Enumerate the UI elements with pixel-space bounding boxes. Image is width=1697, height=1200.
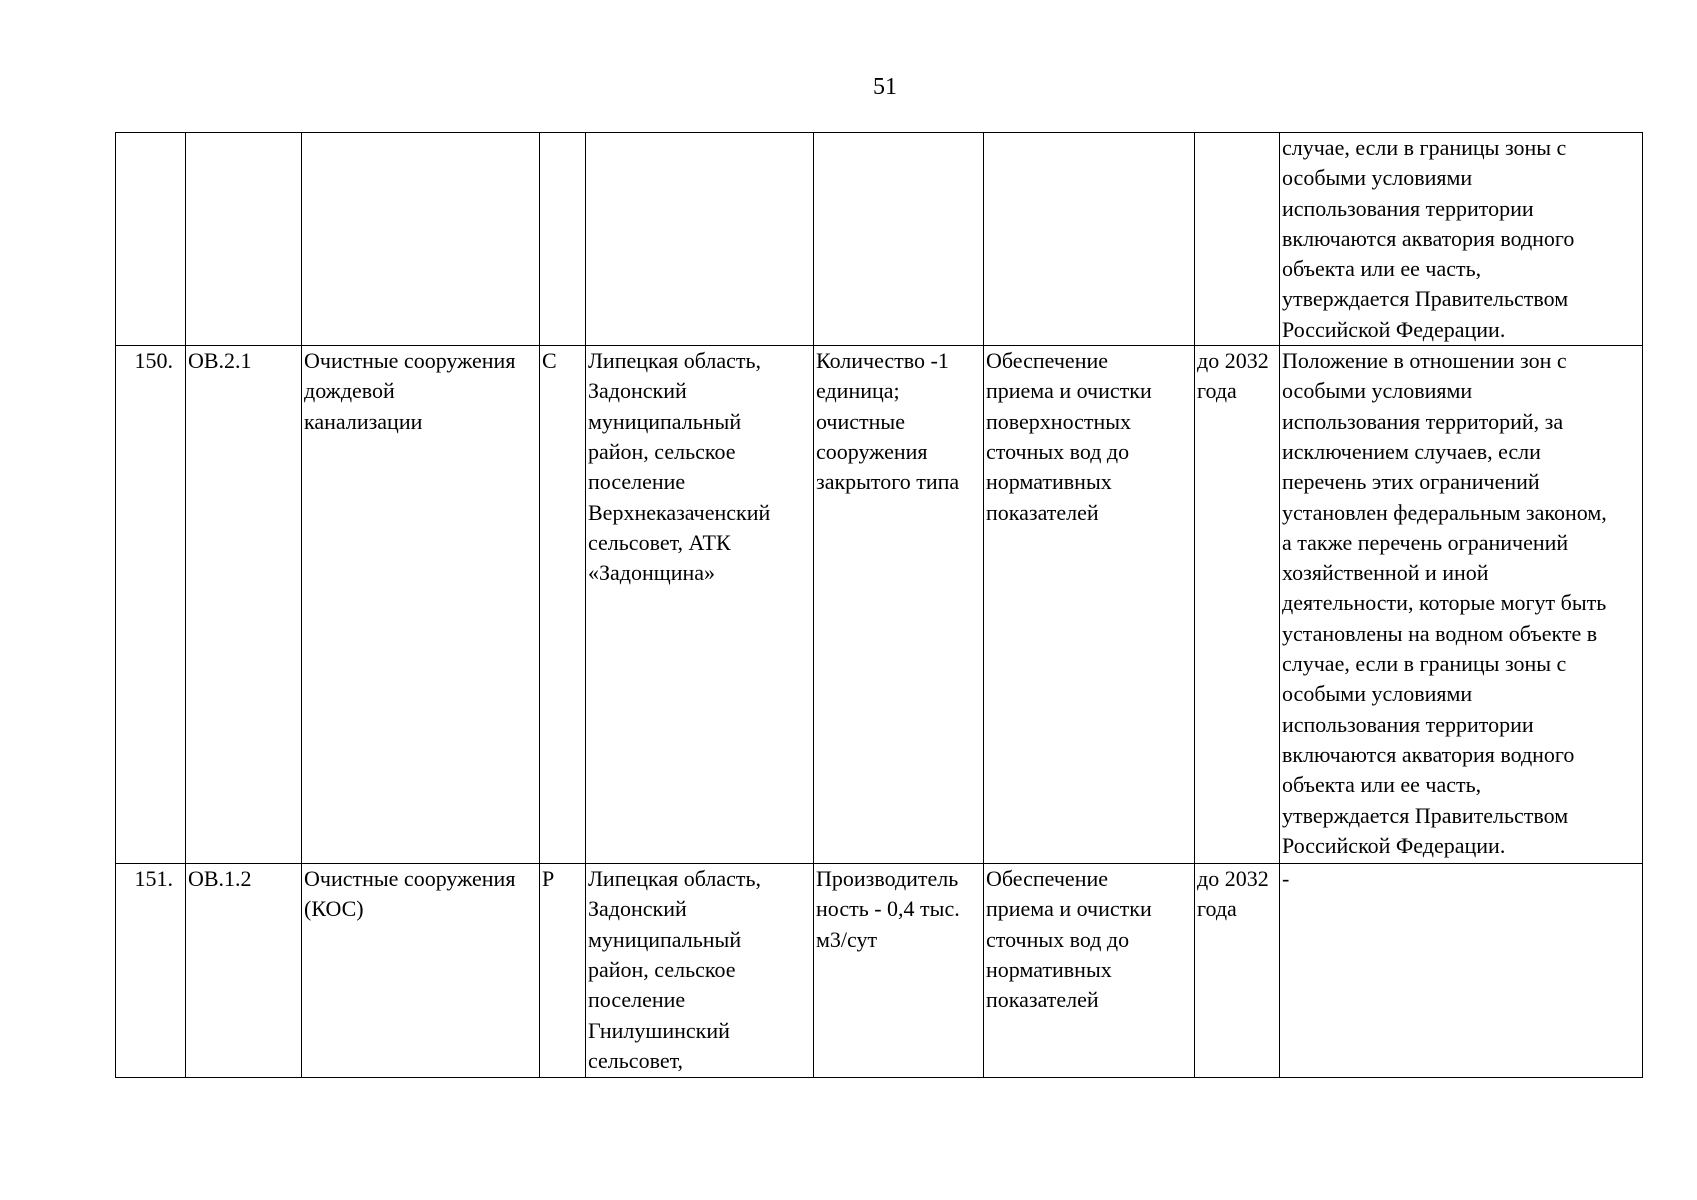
- object-name: Очистные сооружения дождевой канализации: [302, 346, 540, 864]
- object-restrictions: Положение в отношении зон с особыми условиями использования территорий, за исключением случаев, если перечень этих ограничений установлен федеральным законом, а также перечень ограничений хозяйственной и иной деятельности, которые могут быть установлены на водном объекте в случае, если в границы зоны с особыми условиями использования территории включаются акватория водного объекта или ее часть, утверждается Правительством Российской Федерации.: [1280, 346, 1643, 864]
- object-purpose: Обеспечение приема и очистки поверхностных сточных вод до нормативных показателей: [984, 346, 1195, 864]
- row-number: 151.: [116, 864, 186, 1078]
- object-restrictions: -: [1280, 864, 1643, 1078]
- row-number: [116, 133, 186, 346]
- table-row: [116, 133, 1643, 346]
- object-code: ОВ.2.1: [186, 346, 302, 864]
- object-deadline: до 2032 года: [1195, 864, 1280, 1078]
- object-characteristics: Количество -1 единица; очистные сооружения закрытого типа: [814, 346, 984, 864]
- object-characteristics: Производитель ность - 0,4 тыс. м3/сут: [814, 864, 984, 1078]
- row-number: 150.: [116, 346, 186, 864]
- object-status: С: [540, 346, 586, 864]
- page-number: 51: [873, 74, 897, 100]
- object-code: ОВ.1.2: [186, 864, 302, 1078]
- table-row: [116, 346, 1643, 864]
- table-row: [116, 864, 1643, 1078]
- object-name: [302, 133, 540, 346]
- object-restrictions: случае, если в границы зоны с особыми условиями использования территории включаются акватория водного объекта или ее часть, утверждается Правительством Российской Федерации.: [1280, 133, 1643, 346]
- object-status: Р: [540, 864, 586, 1078]
- object-deadline: [1195, 133, 1280, 346]
- object-purpose: Обеспечение приема и очистки сточных вод до нормативных показателей: [984, 864, 1195, 1078]
- object-characteristics: [814, 133, 984, 346]
- object-purpose: [984, 133, 1195, 346]
- object-location: Липецкая область, Задонский муниципальный район, сельское поселение Верхнеказаченский сельсовет, АТК «Задонщина»: [586, 346, 814, 864]
- object-location: Липецкая область, Задонский муниципальный район, сельское поселение Гнилушинский сельсовет,: [586, 864, 814, 1078]
- objects-table: [115, 132, 1643, 1078]
- object-location: [586, 133, 814, 346]
- object-code: [186, 133, 302, 346]
- object-deadline: до 2032 года: [1195, 346, 1280, 864]
- object-status: [540, 133, 586, 346]
- object-name: Очистные сооружения (КОС): [302, 864, 540, 1078]
